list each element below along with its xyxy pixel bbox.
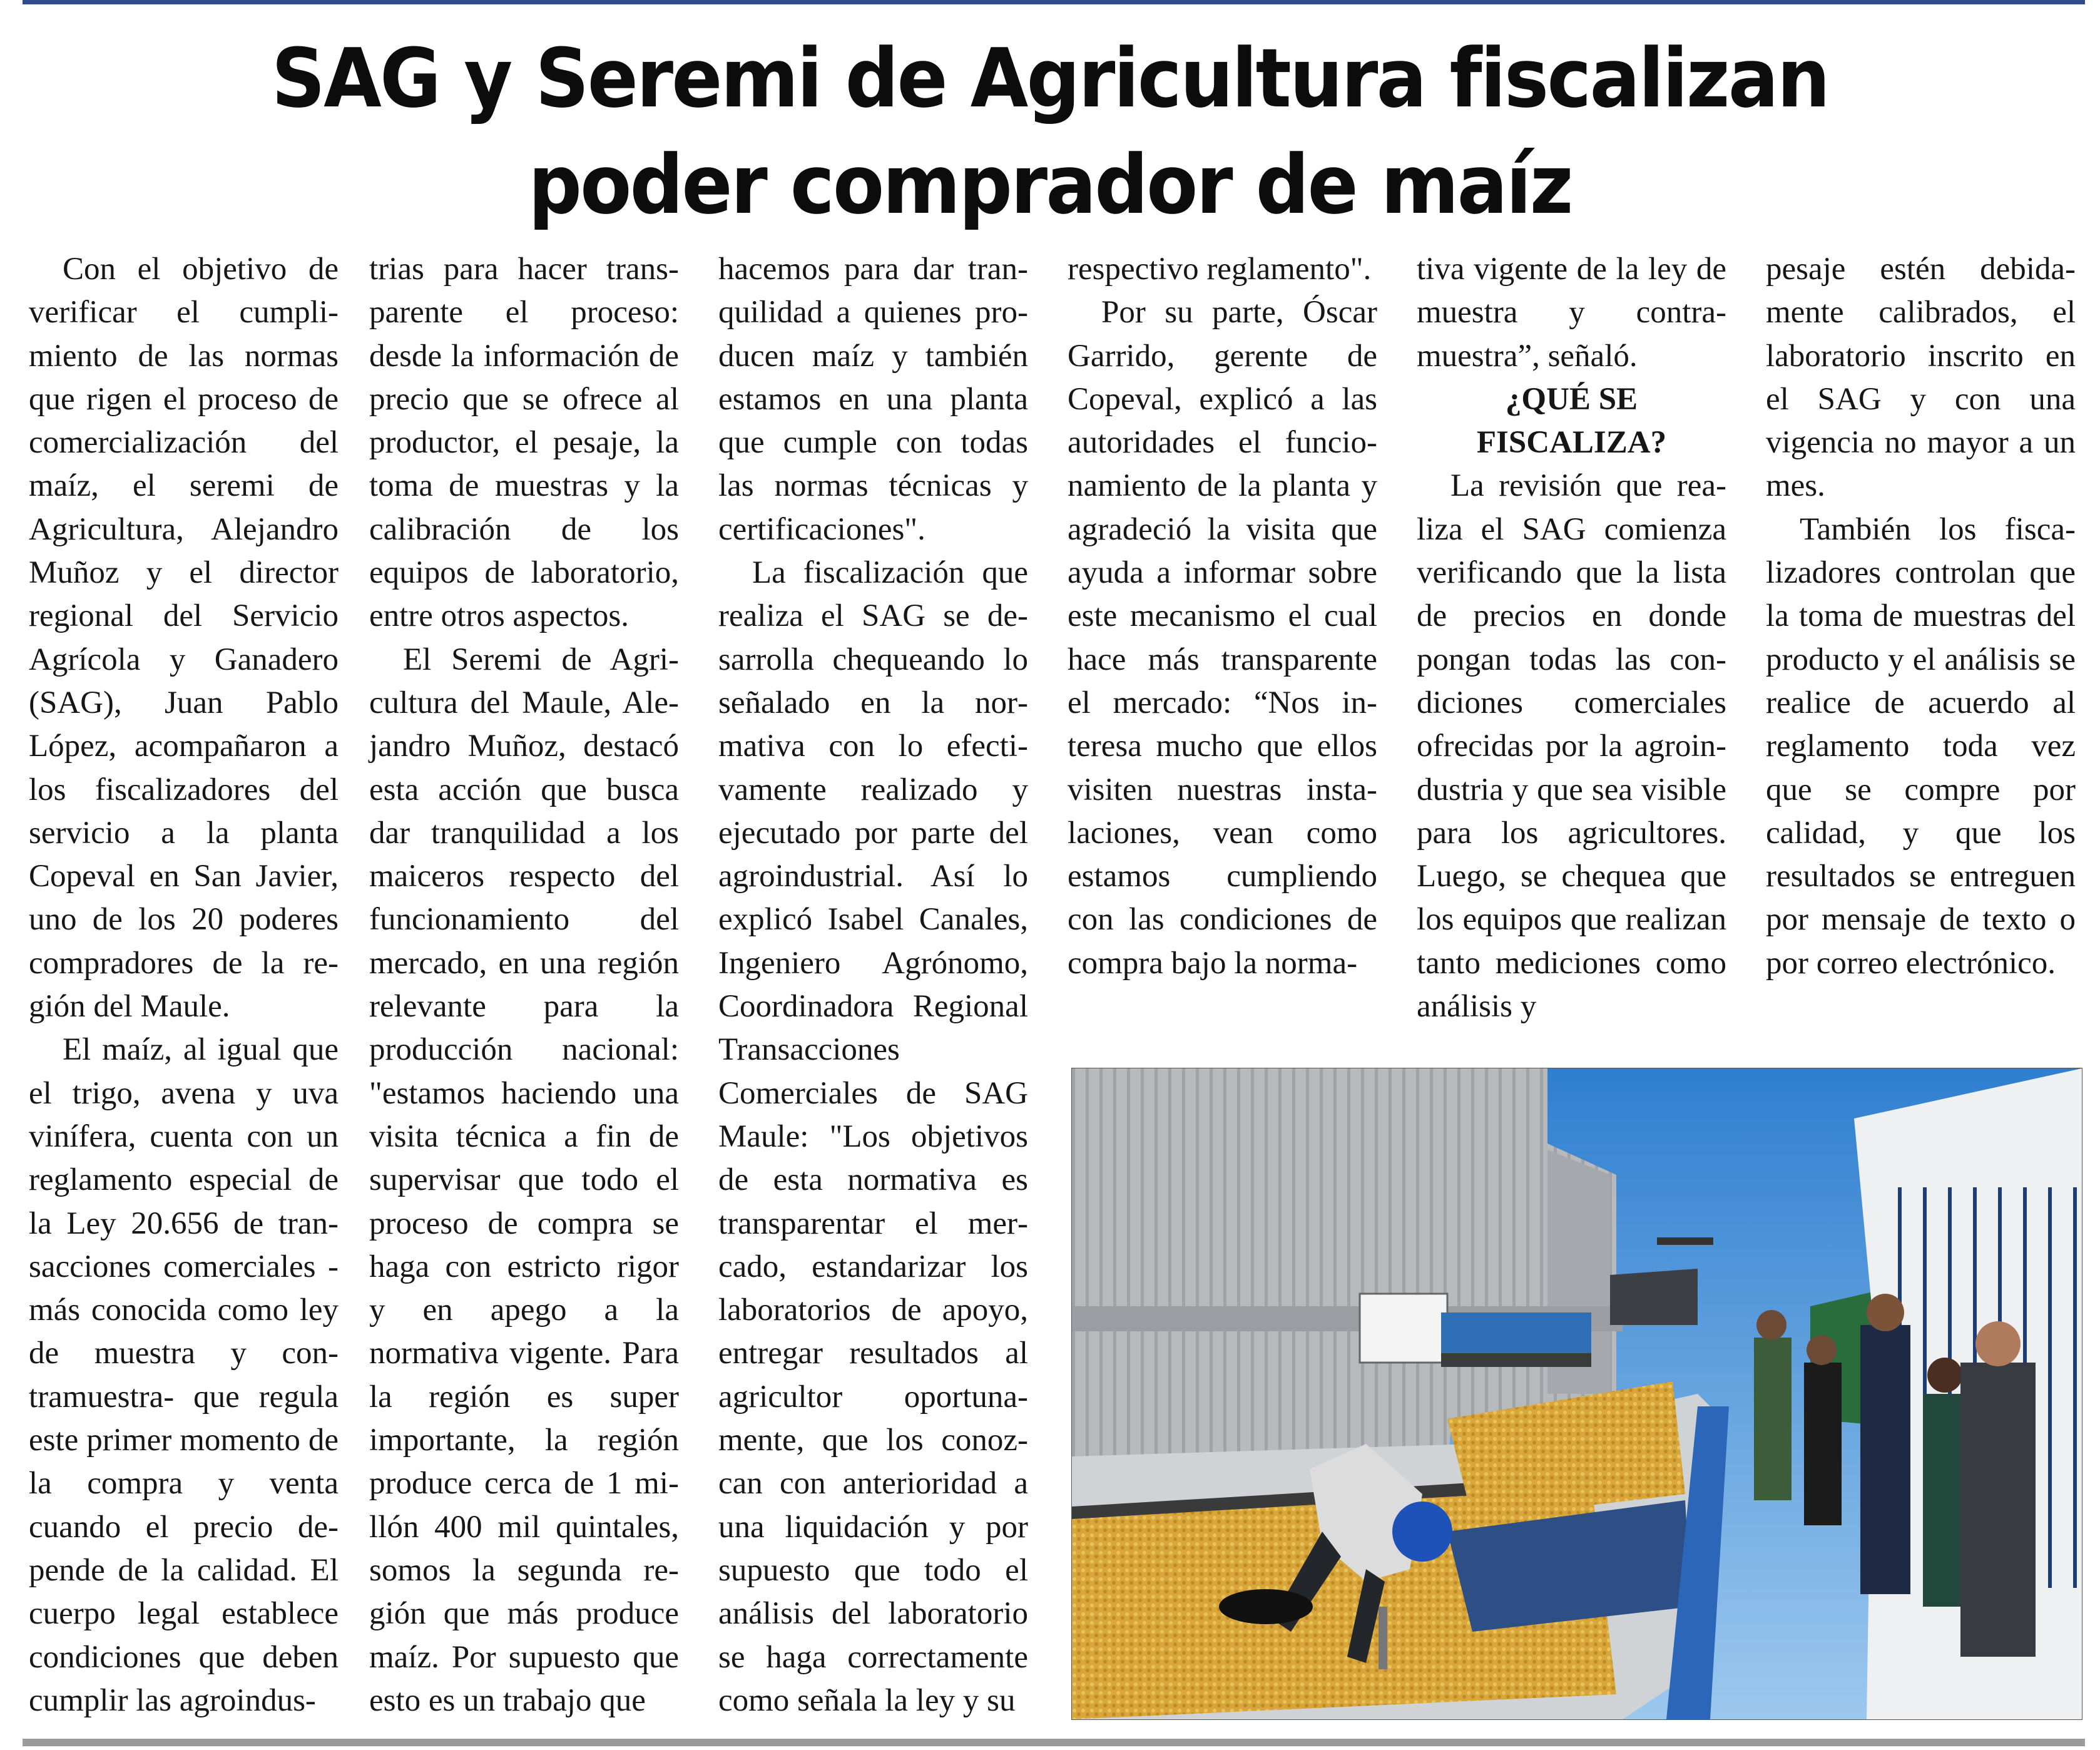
loading-structure (1610, 1269, 1698, 1325)
article-column-3 (718, 248, 1028, 1722)
article-column-6 (1766, 248, 2076, 985)
headline-line-2: poder comprador de maíz (528, 137, 1572, 232)
article-paragraph: La fiscalización que realiza el SAG se desarrolla chequeando lo señalado en la normativa con lo efectivamente realizado y ejecutado por parte del agroindustrial. Así lo explicó Isabel Canales, Ingeniero Agrónomo, Coordinadora Regional Transacciones Comerciales de SAG Maule: "Los objetivos de esta normativa es transparentar el mercado, estandarizar los laboratorios de apoyo, entregar resultados al agricultor oportunamente, que los conozcan con anterioridad a una liquidación y por supuesto que todo el análisis del laboratorio se haga correctamente como señala la ley y su (718, 555, 1028, 1718)
article-paragraph: El maíz, al igual que el trigo, avena y uva vinífera, cuenta con un reglamento especial de la Ley 20.656 de transacciones comerciales -más conocida como ley de muestra y contramuestra- que regula este primer momento de la compra y venta cuando el precio depende de la calidad. El cuerpo legal establece condiciones que deben cumplir las agroindus- (29, 1032, 339, 1718)
article-paragraph: trias para hacer transparente el proceso: desde la información de precio que se ofrece al productor, el pesaje, la toma de muestras y la calibración de los equipos de laboratorio, entre otros aspectos. (369, 252, 679, 634)
article-paragraph: hacemos para dar tranquilidad a quienes producen maíz y también estamos en una planta que cumple con todas las normas técnicas y certificaciones". (718, 252, 1028, 547)
article-column-1 (29, 248, 339, 1722)
truck-trailer-tarp (1441, 1312, 1591, 1356)
headline-line-1: SAG y Seremi de Agricultura fiscalizan (271, 31, 1829, 126)
conveyor (1657, 1237, 1713, 1245)
sample-bucket (1219, 1589, 1313, 1624)
article-column-5 (1417, 248, 1726, 1028)
silo-left (1072, 1068, 1460, 1469)
photo-illustration (1072, 1068, 2082, 1719)
top-rule (23, 0, 2085, 4)
article-paragraph: respectivo reglamento". (1068, 252, 1372, 287)
bottom-rule (23, 1739, 2085, 1746)
article-paragraph: Con el objetivo de verificar el cumplimiento de las normas que rigen el proceso de comercialización del maíz, el seremi de Agricultura, Alejandro Muñoz y el director regional del Servicio Agrícola y Ganadero (SAG), Juan Pablo López, acompañaron a los fiscalizadores del servicio a la planta Copeval en San Javier, uno de los 20 poderes compradores de la región del Maule. (29, 252, 339, 1025)
truck-chassis (1441, 1353, 1591, 1367)
article-paragraph: El Seremi de Agricultura del Maule, Alejandro Muñoz, destacó esta acción que busca dar tranquilidad a los maiceros respecto del funcionamiento del mercado, en una región relevante para la producción nacional: "estamos haciendo una visita técnica a fin de supervisar que todo el proceso de compra se haga con estricto rigor y en apego a la normativa vigente. Para la región es super importante, la región produce cerca de 1 millón 400 mil quintales, somos la segunda región que más produce maíz. Por supuesto que esto es un trabajo que (369, 642, 679, 1718)
article-paragraph: Por su parte, Óscar Garrido, gerente de Copeval, explicó a las autoridades el funcionamiento de la planta y agradeció la visita que ayuda a informar sobre este mecanismo el cual hace más transparente el mercado: “Nos interesa mucho que ellos visiten nuestras instalaciones, vean como estamos cumpliendo con las condiciones de compra bajo la norma- (1068, 295, 1377, 981)
truck-cab (1360, 1294, 1447, 1363)
headline (84, 25, 2016, 238)
section-subheading: ¿QUÉ SE FISCALIZA? (1476, 381, 1667, 461)
article-column-4 (1068, 248, 1377, 985)
article-paragraph: También los fiscalizadores controlan que la toma de muestras del producto y el análisis se realice de acuerdo al reglamento toda vez que se compre por calidad, y que los resultados se entreguen por mensaje de texto o por correo electrónico. (1766, 511, 2076, 981)
news-photo-grain-inspection (1071, 1068, 2082, 1720)
article-paragraph: pesaje estén debidamente calibrados, el laboratorio inscrito en el SAG y con una vigencia no mayor a un mes. (1766, 252, 2076, 504)
article-column-2 (369, 248, 679, 1722)
article-paragraph: tiva vigente de la ley de muestra y contramuestra”, señaló. (1417, 252, 1726, 374)
article-paragraph: La revisión que realiza el SAG comienza verificando que la lista de precios en donde pongan todas las condiciones comerciales ofrecidas por la agroindustria y que sea visible para los agricultores. Luego, se chequea que los equipos que realizan tanto mediciones como análisis y (1417, 468, 1726, 1025)
